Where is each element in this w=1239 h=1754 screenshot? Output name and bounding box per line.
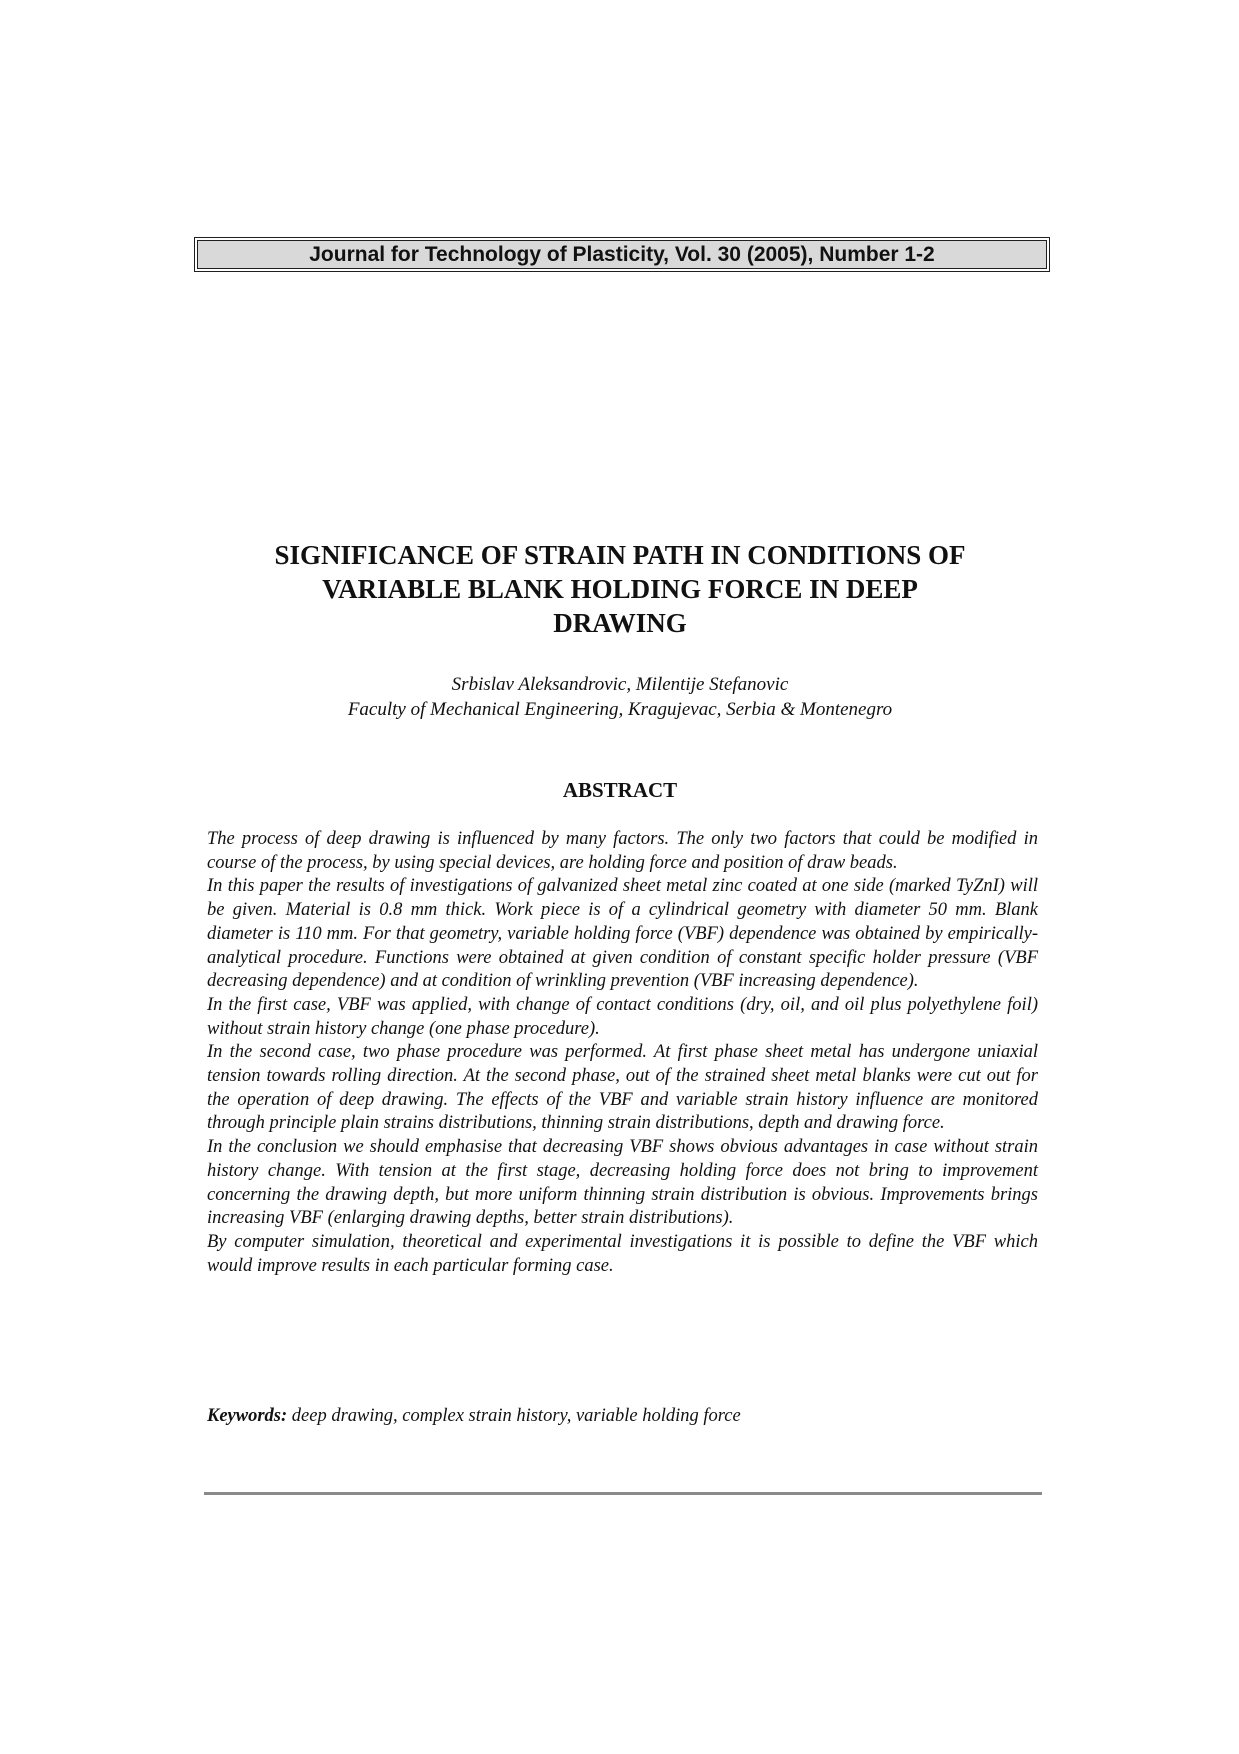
author-block — [160, 672, 1080, 722]
abstract-paragraph: In this paper the results of investigations of galvanized sheet metal zinc coated at one side (marked TyZnI) will be given. Material is 0.8 mm thick. Work piece is of a cylindrical geometry with diameter 50 mm. Blank diameter is 110 mm. For that geometry, variable holding force (VBF) dependence was obtained by empirically-analytical procedure. Functions were obtained at given condition of constant specific holder pressure (VBF decreasing dependence) and at condition of wrinkling prevention (VBF increasing dependence). — [207, 876, 1038, 992]
abstract-heading: ABSTRACT — [562, 778, 678, 802]
journal-header-text: Journal for Technology of Plasticity, Vol. 30 (2005), Number 1-2 — [197, 240, 1047, 269]
paper-title — [160, 538, 1080, 640]
keywords-text: deep drawing, complex strain history, variable holding force — [287, 1406, 741, 1426]
abstract-paragraph: In the conclusion we should emphasise that decreasing VBF shows obvious advantages in case without strain history change. With tension at the first stage, decreasing holding force does not bring to improvement concerning the drawing depth, but more uniform thinning strain distribution is obvious. Improvements brings increasing VBF (enlarging drawing depths, better strain distributions). — [207, 1137, 1038, 1229]
abstract-paragraph: By computer simulation, theoretical and experimental investigations it is possible to define the VBF which would improve results in each particular forming case. — [207, 1231, 1038, 1276]
paper-title-line: SIGNIFICANCE OF STRAIN PATH IN CONDITIONS OF — [274, 540, 966, 570]
author-names: Srbislav Aleksandrovic, Milentije Stefanovic — [451, 674, 789, 695]
abstract-paragraph: In the first case, VBF was applied, with change of contact conditions (dry, oil, and oil plus polyethylene foil) without strain history change (one phase procedure). — [207, 994, 1038, 1039]
paper-title-line: VARIABLE BLANK HOLDING FORCE IN DEEP — [322, 574, 918, 604]
abstract-paragraph: In the second case, two phase procedure was performed. At first phase sheet metal has undergone uniaxial tension towards rolling direction. At the second phase, out of the strained sheet metal blanks were cut out for the operation of deep drawing. The effects of the VBF and variable strain history influence are monitored through principle plain strains distributions, thinning strain distributions, depth and drawing force. — [207, 1042, 1038, 1134]
abstract-paragraph: The process of deep drawing is influenced by many factors. The only two factors that could be modified in course of the process, by using special devices, are holding force and position of draw beads. — [207, 829, 1038, 873]
keywords-line — [207, 1404, 1038, 1428]
paper-title-line: DRAWING — [553, 608, 687, 638]
abstract-body — [207, 828, 1038, 1278]
author-affiliation: Faculty of Mechanical Engineering, Kragujevac, Serbia & Montenegro — [347, 699, 893, 720]
keywords-label: Keywords: — [207, 1406, 288, 1426]
bottom-divider — [204, 1492, 1042, 1495]
journal-header-box — [194, 237, 1050, 272]
